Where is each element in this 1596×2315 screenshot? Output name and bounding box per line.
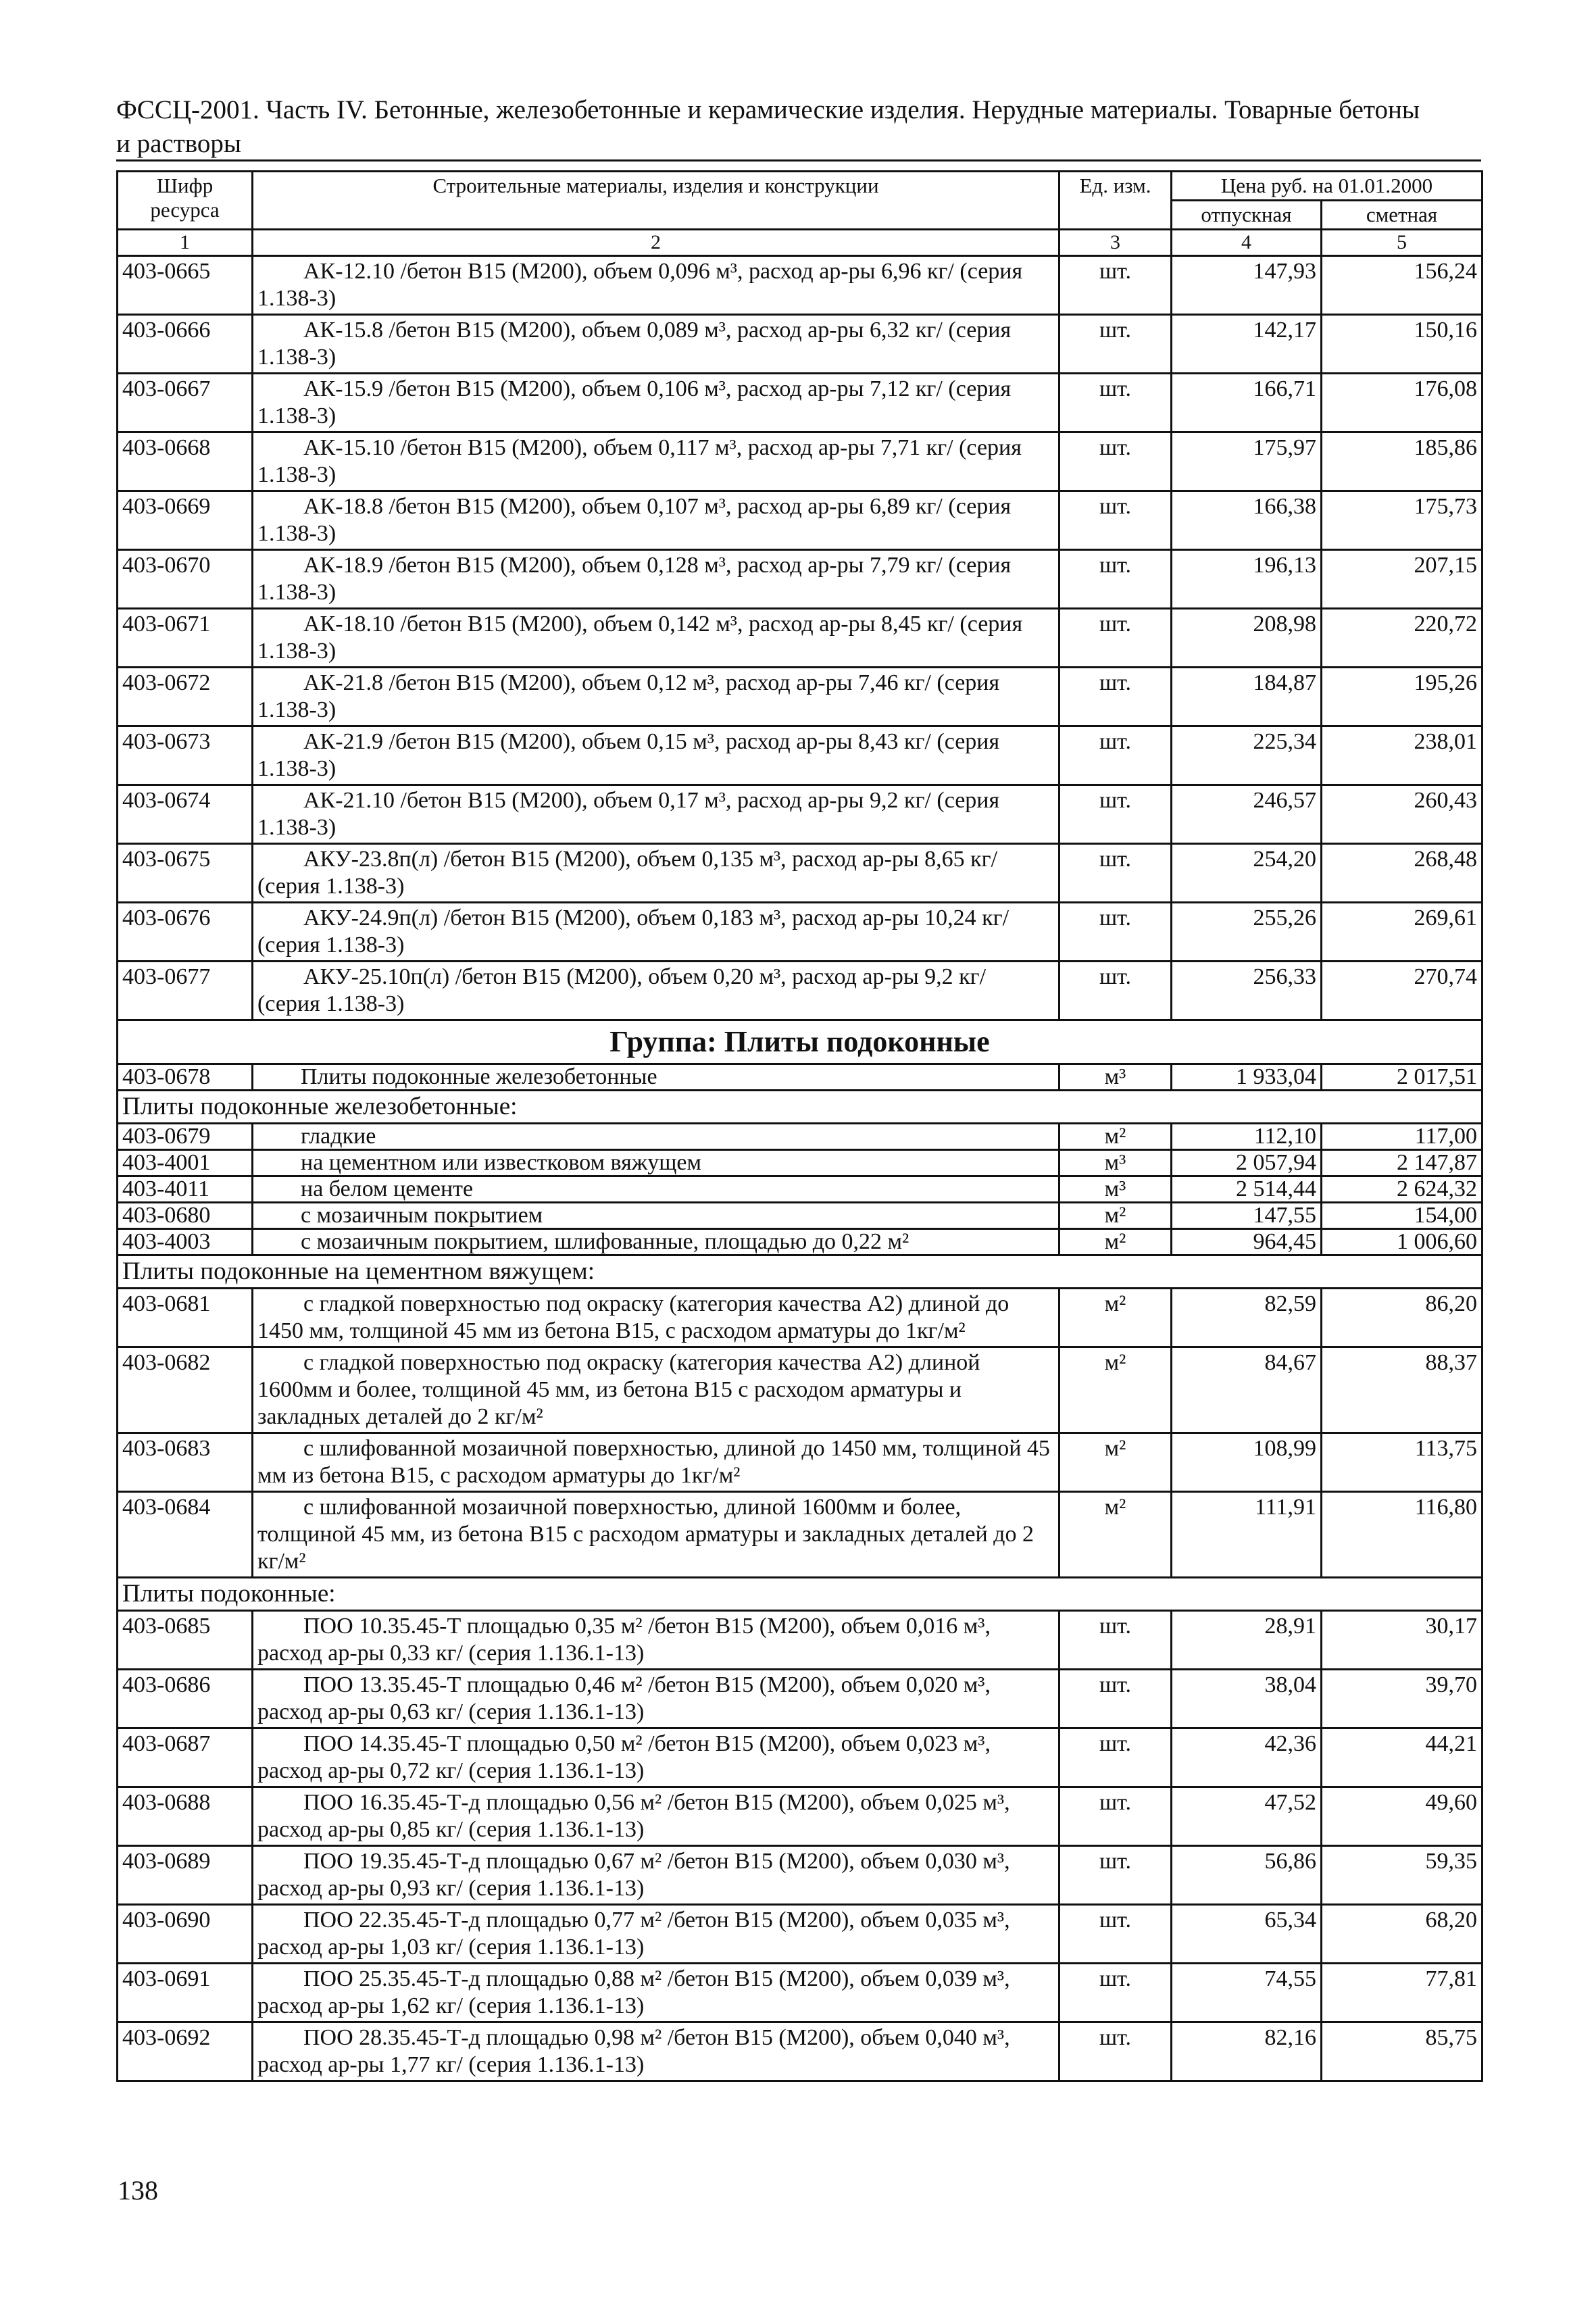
material-name: ПОО 25.35.45-Т-д площадью 0,88 м² /бетон В15 (М200), объем 0,039 м³, расход ар-ры 1,62 кг/ (серия 1.136.1-13) [253, 1964, 1059, 2022]
price-release: 82,16 [1172, 2022, 1322, 2081]
unit-cell: шт. [1059, 315, 1172, 374]
material-name: с гладкой поверхностью под окраску (категория качества А2) длиной до 1450 мм, толщиной 45 мм из бетона В15, с расходом арматуры до 1кг/м² [253, 1289, 1059, 1347]
price-estimate: 116,80 [1322, 1492, 1482, 1578]
unit-cell: шт. [1059, 668, 1172, 726]
resource-code: 403-0687 [118, 1728, 253, 1787]
material-name: АК-15.9 /бетон В15 (М200), объем 0,106 м³, расход ар-ры 7,12 кг/ (серия 1.138-3) [253, 374, 1059, 432]
unit-cell: шт. [1059, 432, 1172, 491]
resource-code: 403-0681 [118, 1289, 253, 1347]
resource-code: 403-0686 [118, 1670, 253, 1728]
resource-code: 403-0674 [118, 785, 253, 844]
price-estimate: 195,26 [1322, 668, 1482, 726]
table-row [118, 1433, 1482, 1492]
material-name: с мозаичным покрытием [253, 1203, 1059, 1229]
price-estimate: 269,61 [1322, 903, 1482, 962]
price-estimate: 2 017,51 [1322, 1064, 1482, 1091]
table-row [118, 844, 1482, 903]
resource-code: 403-0669 [118, 491, 253, 550]
resource-code: 403-0677 [118, 962, 253, 1020]
header-price-release: отпускная [1172, 201, 1322, 230]
subgroup-title-row [118, 1255, 1482, 1289]
material-name: Плиты подоконные железобетонные [253, 1064, 1059, 1091]
unit-cell: шт. [1059, 844, 1172, 903]
table-row [118, 1492, 1482, 1578]
price-release: 225,34 [1172, 726, 1322, 785]
unit-cell: м³ [1059, 1064, 1172, 1091]
price-estimate: 30,17 [1322, 1611, 1482, 1670]
header-name: Строительные материалы, изделия и конструкции [253, 172, 1059, 230]
material-name: АК-15.10 /бетон В15 (М200), объем 0,117 м³, расход ар-ры 7,71 кг/ (серия 1.138-3) [253, 432, 1059, 491]
resource-code: 403-0683 [118, 1433, 253, 1492]
price-estimate: 85,75 [1322, 2022, 1482, 2081]
price-estimate: 68,20 [1322, 1905, 1482, 1964]
price-release: 108,99 [1172, 1433, 1322, 1492]
unit-cell: м² [1059, 1347, 1172, 1433]
price-release: 47,52 [1172, 1787, 1322, 1846]
table-row [118, 609, 1482, 668]
price-estimate: 176,08 [1322, 374, 1482, 432]
price-estimate: 2 624,32 [1322, 1176, 1482, 1203]
table-row [118, 1787, 1482, 1846]
table-row [118, 1905, 1482, 1964]
price-release: 28,91 [1172, 1611, 1322, 1670]
material-name: ПОО 13.35.45-Т площадью 0,46 м² /бетон В15 (М200), объем 0,020 м³, расход ар-ры 0,63 кг/ (серия 1.136.1-13) [253, 1670, 1059, 1728]
table-row [118, 1150, 1482, 1176]
header-price-estimate: сметная [1322, 201, 1482, 230]
price-release: 256,33 [1172, 962, 1322, 1020]
material-name: АК-15.8 /бетон В15 (М200), объем 0,089 м³, расход ар-ры 6,32 кг/ (серия 1.138-3) [253, 315, 1059, 374]
material-name: ПОО 28.35.45-Т-д площадью 0,98 м² /бетон В15 (М200), объем 0,040 м³, расход ар-ры 1,77 кг/ (серия 1.136.1-13) [253, 2022, 1059, 2081]
group-title: Группа: Плиты подоконные [118, 1020, 1482, 1064]
price-release: 2 514,44 [1172, 1176, 1322, 1203]
table-row [118, 1611, 1482, 1670]
price-release: 111,91 [1172, 1492, 1322, 1578]
table-row [118, 491, 1482, 550]
material-name: АК-18.10 /бетон В15 (М200), объем 0,142 м³, расход ар-ры 8,45 кг/ (серия 1.138-3) [253, 609, 1059, 668]
table-row [118, 315, 1482, 374]
resource-code: 403-0684 [118, 1492, 253, 1578]
price-release: 56,86 [1172, 1846, 1322, 1905]
table-row [118, 1670, 1482, 1728]
price-estimate: 86,20 [1322, 1289, 1482, 1347]
resource-code: 403-0667 [118, 374, 253, 432]
price-release: 184,87 [1172, 668, 1322, 726]
table-row [118, 256, 1482, 315]
unit-cell: шт. [1059, 550, 1172, 609]
resource-code: 403-0689 [118, 1846, 253, 1905]
unit-cell: шт. [1059, 903, 1172, 962]
resource-code: 403-0668 [118, 432, 253, 491]
price-estimate: 268,48 [1322, 844, 1482, 903]
price-release: 65,34 [1172, 1905, 1322, 1964]
column-number: 1 [118, 230, 253, 256]
unit-cell: шт. [1059, 1787, 1172, 1846]
unit-cell: шт. [1059, 1728, 1172, 1787]
resource-code: 403-4003 [118, 1229, 253, 1255]
table-row [118, 1964, 1482, 2022]
table-row [118, 1064, 1482, 1091]
material-name: АК-21.8 /бетон В15 (М200), объем 0,12 м³, расход ар-ры 7,46 кг/ (серия 1.138-3) [253, 668, 1059, 726]
material-name: с шлифованной мозаичной поверхностью, длиной 1600мм и более, толщиной 45 мм, из бетона В15 с расходом арматуры и закладных деталей до 2 кг/м² [253, 1492, 1059, 1578]
resource-code: 403-0688 [118, 1787, 253, 1846]
material-name: ПОО 16.35.45-Т-д площадью 0,56 м² /бетон В15 (М200), объем 0,025 м³, расход ар-ры 0,85 кг/ (серия 1.136.1-13) [253, 1787, 1059, 1846]
table-row [118, 1728, 1482, 1787]
material-name: АК-21.10 /бетон В15 (М200), объем 0,17 м³, расход ар-ры 9,2 кг/ (серия 1.138-3) [253, 785, 1059, 844]
price-release: 112,10 [1172, 1124, 1322, 1150]
resource-code: 403-0682 [118, 1347, 253, 1433]
material-name: с мозаичным покрытием, шлифованные, площадью до 0,22 м² [253, 1229, 1059, 1255]
resource-code: 403-0672 [118, 668, 253, 726]
subgroup-title: Плиты подоконные на цементном вяжущем: [118, 1255, 1482, 1289]
unit-cell: шт. [1059, 256, 1172, 315]
table-row [118, 374, 1482, 432]
unit-cell: шт. [1059, 785, 1172, 844]
table-row [118, 962, 1482, 1020]
header-price-group: Цена руб. на 01.01.2000 [1172, 172, 1482, 201]
unit-cell: шт. [1059, 609, 1172, 668]
table-header-row [118, 172, 1482, 201]
price-estimate: 260,43 [1322, 785, 1482, 844]
price-release: 1 933,04 [1172, 1064, 1322, 1091]
price-release: 196,13 [1172, 550, 1322, 609]
price-estimate: 2 147,87 [1322, 1150, 1482, 1176]
material-name: ПОО 19.35.45-Т-д площадью 0,67 м² /бетон В15 (М200), объем 0,030 м³, расход ар-ры 0,93 кг/ (серия 1.136.1-13) [253, 1846, 1059, 1905]
price-estimate: 150,16 [1322, 315, 1482, 374]
table-row [118, 785, 1482, 844]
material-name: с гладкой поверхностью под окраску (категория качества А2) длиной 1600мм и более, толщиной 45 мм, из бетона В15 с расходом арматуры и закладных деталей до 2 кг/м² [253, 1347, 1059, 1433]
table-row [118, 1347, 1482, 1433]
price-estimate: 117,00 [1322, 1124, 1482, 1150]
resource-code: 403-4001 [118, 1150, 253, 1176]
price-estimate: 88,37 [1322, 1347, 1482, 1433]
resource-code: 403-4011 [118, 1176, 253, 1203]
unit-cell: м³ [1059, 1150, 1172, 1176]
unit-cell: шт. [1059, 1964, 1172, 2022]
material-name: АКУ-23.8п(л) /бетон В15 (М200), объем 0,135 м³, расход ар-ры 8,65 кг/ (серия 1.138-3) [253, 844, 1059, 903]
price-estimate: 270,74 [1322, 962, 1482, 1020]
resource-code: 403-0679 [118, 1124, 253, 1150]
table-row [118, 550, 1482, 609]
table-row [118, 2022, 1482, 2081]
table-row [118, 1846, 1482, 1905]
material-name: на белом цементе [253, 1176, 1059, 1203]
column-number: 4 [1172, 230, 1322, 256]
header-title-line1: ФССЦ-2001. Часть IV. Бетонные, железобетонные и керамические изделия. Нерудные материалы. Товарные бетоны [116, 95, 1420, 124]
price-estimate: 59,35 [1322, 1846, 1482, 1905]
table-column-numbers [118, 230, 1482, 256]
price-estimate: 154,00 [1322, 1203, 1482, 1229]
price-release: 166,38 [1172, 491, 1322, 550]
price-release: 147,55 [1172, 1203, 1322, 1229]
material-name: гладкие [253, 1124, 1059, 1150]
resource-code: 403-0676 [118, 903, 253, 962]
subgroup-title-row [118, 1091, 1482, 1124]
resource-code: 403-0666 [118, 315, 253, 374]
price-release: 175,97 [1172, 432, 1322, 491]
price-release: 84,67 [1172, 1347, 1322, 1433]
resource-code: 403-0665 [118, 256, 253, 315]
price-estimate: 77,81 [1322, 1964, 1482, 2022]
price-release: 255,26 [1172, 903, 1322, 962]
price-estimate: 39,70 [1322, 1670, 1482, 1728]
price-estimate: 175,73 [1322, 491, 1482, 550]
unit-cell: м² [1059, 1124, 1172, 1150]
price-release: 147,93 [1172, 256, 1322, 315]
table-row [118, 1289, 1482, 1347]
price-release: 74,55 [1172, 1964, 1322, 2022]
material-name: АК-18.9 /бетон В15 (М200), объем 0,128 м³, расход ар-ры 7,79 кг/ (серия 1.138-3) [253, 550, 1059, 609]
unit-cell: м² [1059, 1203, 1172, 1229]
table-row [118, 432, 1482, 491]
price-release: 2 057,94 [1172, 1150, 1322, 1176]
unit-cell: м² [1059, 1433, 1172, 1492]
table-row [118, 1229, 1482, 1255]
group-title-row [118, 1020, 1482, 1064]
resource-code: 403-0670 [118, 550, 253, 609]
resource-code: 403-0673 [118, 726, 253, 785]
table-row [118, 1203, 1482, 1229]
header-title-line2: и растворы [116, 129, 242, 158]
price-release: 166,71 [1172, 374, 1322, 432]
price-estimate: 207,15 [1322, 550, 1482, 609]
material-name: ПОО 14.35.45-Т площадью 0,50 м² /бетон В15 (М200), объем 0,023 м³, расход ар-ры 0,72 кг/ (серия 1.136.1-13) [253, 1728, 1059, 1787]
price-release: 38,04 [1172, 1670, 1322, 1728]
price-estimate: 44,21 [1322, 1728, 1482, 1787]
page-number: 138 [118, 2175, 158, 2206]
column-number: 3 [1059, 230, 1172, 256]
material-name: на цементном или известковом вяжущем [253, 1150, 1059, 1176]
unit-cell: м³ [1059, 1176, 1172, 1203]
unit-cell: шт. [1059, 2022, 1172, 2081]
price-estimate: 113,75 [1322, 1433, 1482, 1492]
unit-cell: шт. [1059, 1846, 1172, 1905]
resource-code: 403-0675 [118, 844, 253, 903]
resource-code: 403-0671 [118, 609, 253, 668]
material-name: АК-12.10 /бетон В15 (М200), объем 0,096 м³, расход ар-ры 6,96 кг/ (серия 1.138-3) [253, 256, 1059, 315]
resource-code: 403-0690 [118, 1905, 253, 1964]
subgroup-title: Плиты подоконные железобетонные: [118, 1091, 1482, 1124]
unit-cell: шт. [1059, 1670, 1172, 1728]
material-name: ПОО 22.35.45-Т-д площадью 0,77 м² /бетон В15 (М200), объем 0,035 м³, расход ар-ры 1,03 кг/ (серия 1.136.1-13) [253, 1905, 1059, 1964]
price-release: 142,17 [1172, 315, 1322, 374]
price-release: 208,98 [1172, 609, 1322, 668]
price-release: 254,20 [1172, 844, 1322, 903]
material-name: АК-21.9 /бетон В15 (М200), объем 0,15 м³, расход ар-ры 8,43 кг/ (серия 1.138-3) [253, 726, 1059, 785]
resource-code: 403-0678 [118, 1064, 253, 1091]
resource-code: 403-0685 [118, 1611, 253, 1670]
unit-cell: шт. [1059, 726, 1172, 785]
header-code: Шифр ресурса [118, 172, 253, 230]
table-row [118, 1124, 1482, 1150]
material-name: ПОО 10.35.45-Т площадью 0,35 м² /бетон В15 (М200), объем 0,016 м³, расход ар-ры 0,33 кг/ (серия 1.136.1-13) [253, 1611, 1059, 1670]
material-name: АКУ-24.9п(л) /бетон В15 (М200), объем 0,183 м³, расход ар-ры 10,24 кг/ (серия 1.138-3) [253, 903, 1059, 962]
unit-cell: шт. [1059, 374, 1172, 432]
price-estimate: 220,72 [1322, 609, 1482, 668]
resource-code: 403-0680 [118, 1203, 253, 1229]
column-number: 5 [1322, 230, 1482, 256]
material-name: АКУ-25.10п(л) /бетон В15 (М200), объем 0,20 м³, расход ар-ры 9,2 кг/ (серия 1.138-3) [253, 962, 1059, 1020]
unit-cell: шт. [1059, 1905, 1172, 1964]
unit-cell: шт. [1059, 1611, 1172, 1670]
table-row [118, 1176, 1482, 1203]
price-table [116, 170, 1483, 2082]
price-estimate: 49,60 [1322, 1787, 1482, 1846]
header-rule [116, 159, 1481, 161]
page-header [116, 93, 1481, 161]
table-row [118, 903, 1482, 962]
subgroup-title: Плиты подоконные: [118, 1578, 1482, 1611]
material-name: с шлифованной мозаичной поверхностью, длиной до 1450 мм, толщиной 45 мм из бетона В15, с расходом арматуры до 1кг/м² [253, 1433, 1059, 1492]
unit-cell: шт. [1059, 962, 1172, 1020]
unit-cell: м² [1059, 1492, 1172, 1578]
subgroup-title-row [118, 1578, 1482, 1611]
price-release: 246,57 [1172, 785, 1322, 844]
price-estimate: 156,24 [1322, 256, 1482, 315]
resource-code: 403-0692 [118, 2022, 253, 2081]
header-unit: Ед. изм. [1059, 172, 1172, 230]
resource-code: 403-0691 [118, 1964, 253, 2022]
unit-cell: м² [1059, 1289, 1172, 1347]
column-number: 2 [253, 230, 1059, 256]
table-row [118, 668, 1482, 726]
unit-cell: м² [1059, 1229, 1172, 1255]
price-estimate: 185,86 [1322, 432, 1482, 491]
unit-cell: шт. [1059, 491, 1172, 550]
price-release: 82,59 [1172, 1289, 1322, 1347]
price-release: 964,45 [1172, 1229, 1322, 1255]
price-release: 42,36 [1172, 1728, 1322, 1787]
price-estimate: 238,01 [1322, 726, 1482, 785]
table-row [118, 726, 1482, 785]
price-estimate: 1 006,60 [1322, 1229, 1482, 1255]
material-name: АК-18.8 /бетон В15 (М200), объем 0,107 м³, расход ар-ры 6,89 кг/ (серия 1.138-3) [253, 491, 1059, 550]
